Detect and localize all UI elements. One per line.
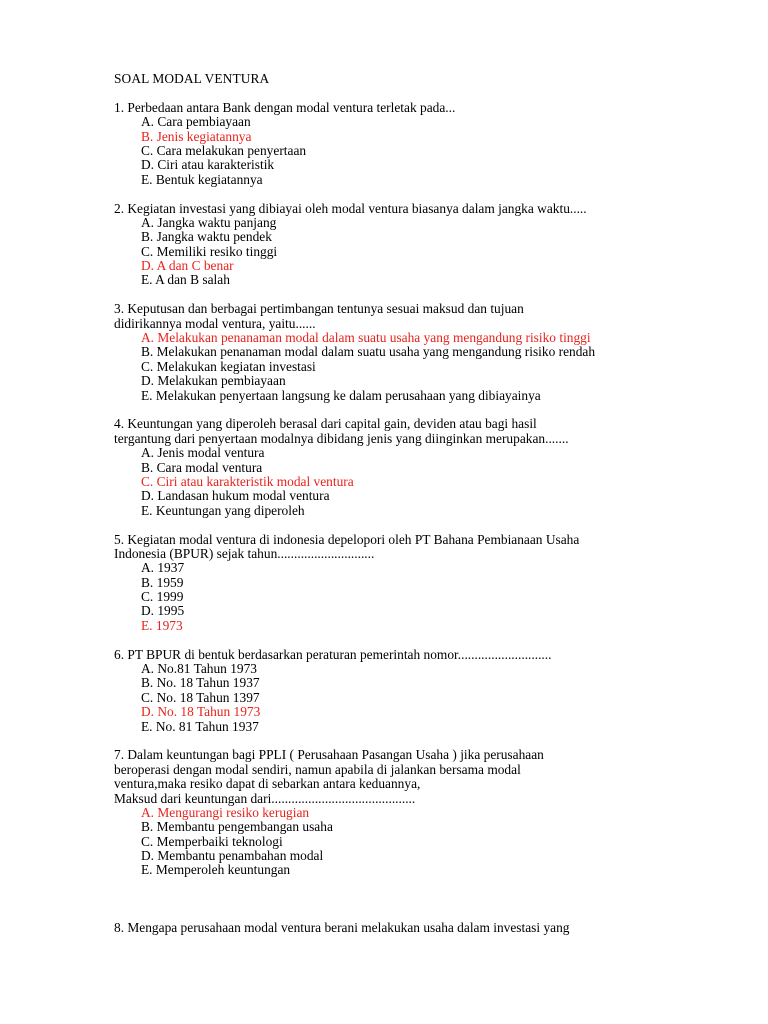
question-text: 6. PT BPUR di bentuk berdasarkan peraturan pemerintah nomor............................: [114, 646, 552, 662]
document-title: SOAL MODAL VENTURA: [114, 71, 270, 86]
answer-option: E. A dan B salah: [141, 272, 230, 288]
answer-option: B. Membantu pengembangan usaha: [141, 819, 333, 835]
answer-option: A. 1937: [141, 560, 185, 576]
answer-option: B. Jangka waktu pendek: [141, 229, 272, 245]
answer-option: A. Jenis modal ventura: [141, 445, 265, 461]
answer-option: E. Melakukan penyertaan langsung ke dalam perusahaan yang dibiayainya: [141, 387, 541, 403]
answer-option: D. Melakukan pembiayaan: [141, 373, 286, 389]
question-text: Indonesia (BPUR) sejak tahun.............................: [114, 545, 375, 561]
answer-option-correct: B. Jenis kegiatannya: [141, 128, 252, 144]
answer-option: B. 1959: [141, 574, 184, 590]
question-2: [114, 202, 754, 288]
question-text: tergantung dari penyertaan modalnya dibidang jenis yang diinginkan merupakan.......: [114, 430, 569, 446]
answer-option: E. Keuntungan yang diperoleh: [141, 502, 305, 518]
question-text: 5. Kegiatan modal ventura di indonesia depelopori oleh PT Bahana Pembianaan Usaha: [114, 531, 580, 547]
question-text: 8. Mengapa perusahaan modal ventura berani melakukan usaha dalam investasi yang: [114, 920, 570, 936]
answer-option: A. Jangka waktu panjang: [141, 214, 277, 230]
answer-option: D. Membantu penambahan modal: [141, 848, 324, 864]
document-page: [114, 72, 754, 950]
answer-option: E. Memperoleh keuntungan: [141, 862, 291, 878]
answer-option: C. 1999: [141, 589, 184, 605]
answer-option: D. Ciri atau karakteristik: [141, 157, 275, 173]
question-list: [114, 101, 754, 936]
answer-option: C. Memiliki resiko tinggi: [141, 243, 278, 259]
question-text: 4. Keuntungan yang diperoleh berasal dari capital gain, deviden atau bagi hasil: [114, 416, 537, 432]
answer-option: E. No. 81 Tahun 1937: [141, 718, 259, 734]
answer-option: D. 1995: [141, 603, 185, 619]
answer-option: B. Cara modal ventura: [141, 459, 263, 475]
question-5: [114, 533, 754, 634]
answer-option-correct: D. No. 18 Tahun 1973: [141, 704, 261, 720]
answer-option: D. Landasan hukum modal ventura: [141, 488, 330, 504]
answer-option: C. Memperbaiki teknologi: [141, 833, 283, 849]
answer-option-correct: A. Mengurangi resiko kerugian: [141, 804, 310, 820]
question-6: [114, 648, 754, 734]
question-text: ventura,maka resiko dapat di sebarkan antara keduannya,: [114, 776, 421, 792]
question-1: [114, 101, 754, 187]
answer-option: E. Bentuk kegiatannya: [141, 171, 263, 187]
question-text: 1. Perbedaan antara Bank dengan modal ventura terletak pada...: [114, 99, 456, 115]
answer-option-correct: A. Melakukan penanaman modal dalam suatu usaha yang mengandung risiko tinggi: [141, 330, 591, 346]
question-text: beroperasi dengan modal sendiri, namun apabila di jalankan bersama modal: [114, 761, 521, 777]
question-text: 7. Dalam keuntungan bagi PPLI ( Perusahaan Pasangan Usaha ) jika perusahaan: [114, 747, 544, 763]
question-7: [114, 748, 754, 878]
question-text: 2. Kegiatan investasi yang dibiayai oleh modal ventura biasanya dalam jangka waktu.....: [114, 200, 587, 216]
question-text: 3. Keputusan dan berbagai pertimbangan tentunya sesuai maksud dan tujuan: [114, 301, 524, 317]
answer-option-correct: C. Ciri atau karakteristik modal ventura: [141, 473, 354, 489]
question-text: didirikannya modal ventura, yaitu......: [114, 315, 316, 331]
answer-option: A. No.81 Tahun 1973: [141, 661, 257, 677]
answer-option: B. Melakukan penanaman modal dalam suatu usaha yang mengandung risiko rendah: [141, 344, 596, 360]
question-8: [114, 921, 754, 935]
answer-option: A. Cara pembiayaan: [141, 114, 251, 130]
question-4: [114, 417, 754, 518]
answer-option: C. Melakukan kegiatan investasi: [141, 358, 316, 374]
answer-option-correct: D. A dan C benar: [141, 258, 234, 274]
answer-option: C. Cara melakukan penyertaan: [141, 142, 307, 158]
question-3: [114, 302, 754, 403]
answer-option: B. No. 18 Tahun 1937: [141, 675, 260, 691]
answer-option: C. No. 18 Tahun 1397: [141, 689, 260, 705]
question-text: Maksud dari keuntungan dari...........................................: [114, 790, 416, 806]
answer-option-correct: E. 1973: [141, 617, 183, 633]
